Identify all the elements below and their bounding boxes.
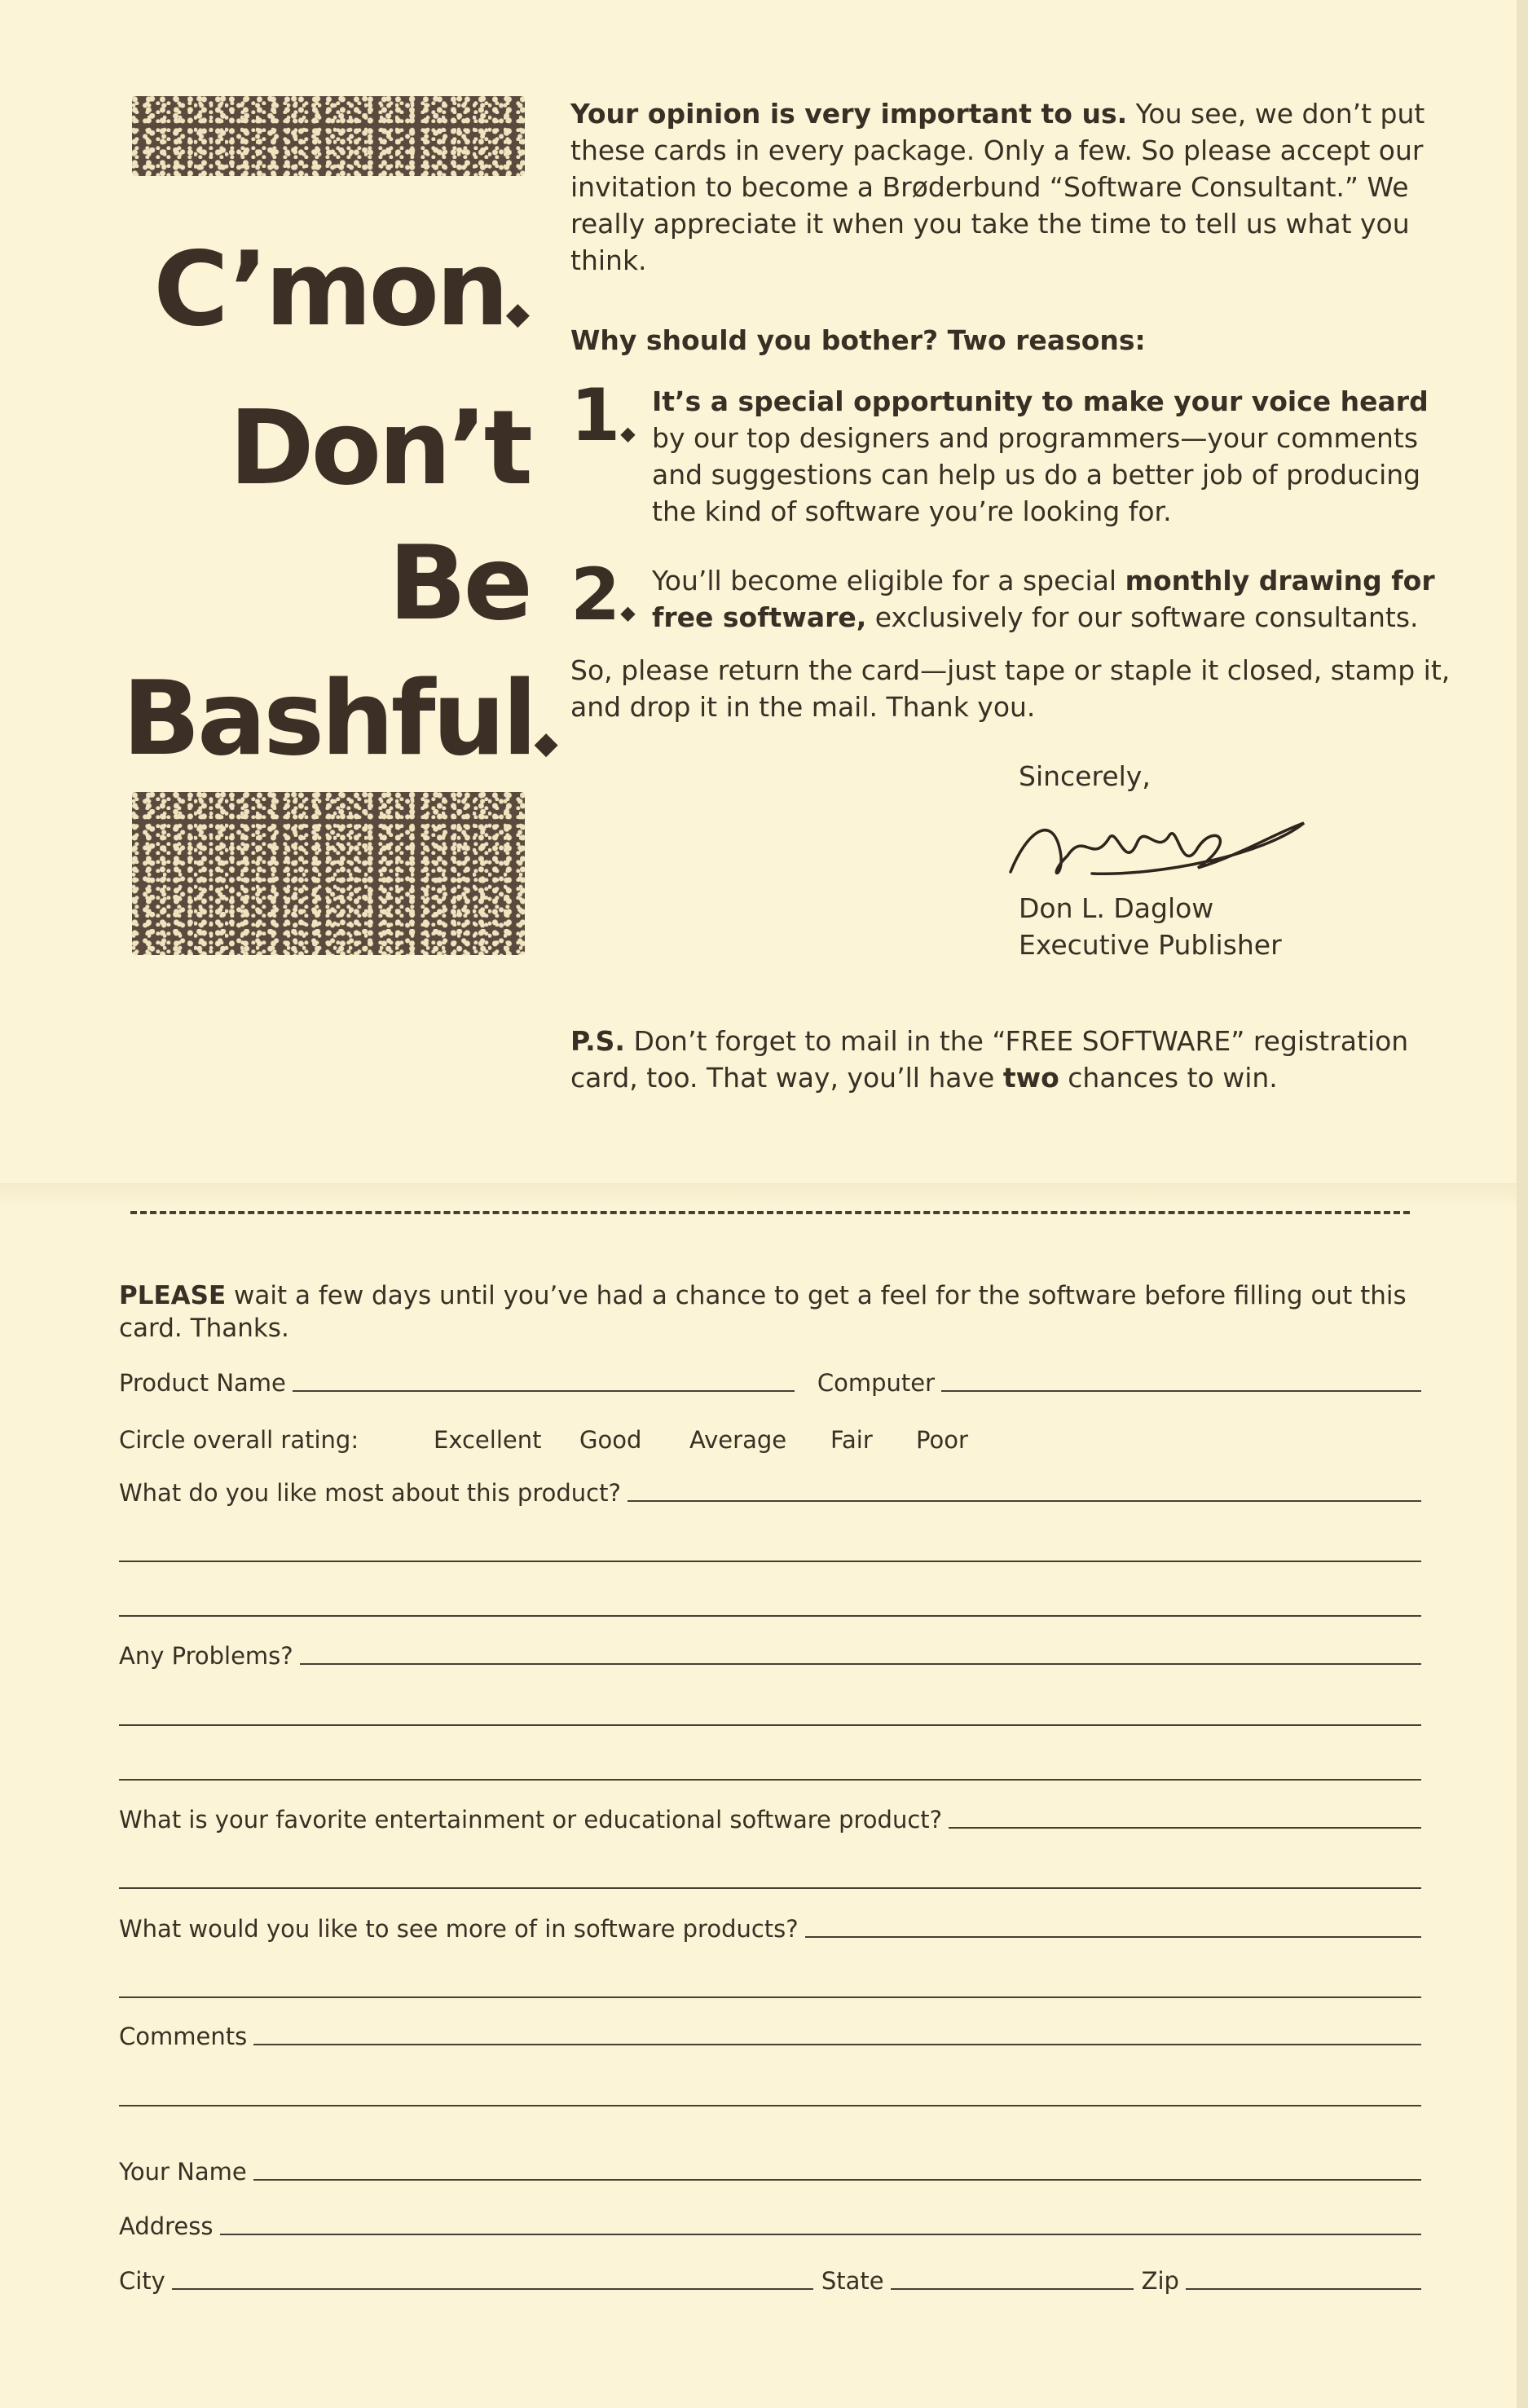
see-more-row	[119, 1915, 1421, 1943]
ps-text-1: Don’t forget to mail in the “FREE SOFTWARE” registration card, too. That way, you’ll have	[570, 1025, 1409, 1094]
headline-line-1: C’mon	[153, 229, 506, 349]
like-most-label: What do you like most about this product?	[119, 1479, 621, 1507]
fold-shadow	[0, 1183, 1517, 1208]
problems-row	[119, 1642, 1421, 1670]
city-label: City	[119, 2267, 165, 2295]
computer-field[interactable]	[941, 1389, 1421, 1392]
state-field[interactable]	[891, 2287, 1134, 2290]
reason-1-bold: It’s a special opportunity to make your voice heard	[652, 385, 1429, 417]
speckle-block-bottom	[132, 792, 525, 955]
comments-label: Comments	[119, 2023, 248, 2050]
product-name-label: Product Name	[119, 1369, 286, 1397]
signer-name: Don L. Daglow	[1019, 892, 1214, 924]
rating-option-fair[interactable]: Fair	[830, 1426, 873, 1454]
rating-label: Circle overall rating:	[119, 1426, 359, 1454]
address-field[interactable]	[220, 2233, 1422, 2235]
rating-option-poor[interactable]: Poor	[916, 1426, 968, 1454]
signature-image	[994, 799, 1312, 888]
city-field[interactable]	[172, 2287, 813, 2290]
ps-label: P.S.	[570, 1025, 625, 1057]
rating-option-good[interactable]: Good	[579, 1426, 642, 1454]
comments-line-2[interactable]	[119, 2105, 1421, 2106]
favorite-row	[119, 1806, 1421, 1834]
product-name-field[interactable]	[293, 1389, 795, 1392]
headline-line-2: Don’t	[229, 388, 530, 508]
closing-paragraph: So, please return the card—just tape or staple it closed, stamp it, and drop it in the mail. Thank you.	[570, 654, 1451, 723]
ps-text-2: chances to win.	[1059, 1062, 1278, 1094]
favorite-line-2[interactable]	[119, 1887, 1421, 1889]
headline-line-3: Be	[388, 523, 530, 644]
comments-row	[119, 2023, 1421, 2050]
rating-option-excellent[interactable]: Excellent	[434, 1426, 542, 1454]
why-heading: Why should you bother? Two reasons:	[570, 324, 1146, 356]
postscript	[570, 1023, 1459, 1096]
see-more-field[interactable]	[805, 1935, 1421, 1938]
computer-label: Computer	[817, 1369, 936, 1397]
reason-1-text: by our top designers and programmers—your comments and suggestions can help us do a better job of producing the kind of software you’re looking for.	[652, 422, 1421, 527]
problems-line-2[interactable]	[119, 1724, 1421, 1726]
address-row	[119, 2212, 1421, 2240]
rating-option-average[interactable]: Average	[689, 1426, 787, 1454]
product-row	[119, 1369, 1421, 1397]
see-more-label: What would you like to see more of in software products?	[119, 1915, 799, 1943]
sincerely: Sincerely,	[1019, 760, 1151, 792]
reason-2-number: 2	[570, 552, 621, 636]
like-most-row	[119, 1479, 1421, 1507]
headline: C’mon◆ Don’t Be Bashful◆	[122, 229, 558, 779]
like-most-line-2[interactable]	[119, 1561, 1421, 1562]
feedback-card: C’mon◆ Don’t Be Bashful◆ Your opinion is very important to us. You see, we don’t put these cards in every package. Only a few. So please accept our invitation to become a Brøderbund “Software Consultant.” We really appreciate it when you take the time to tell us what you think. Why should you bother? Two reasons: 1◆ It’s a special opportunity to make your voice heard by our top designers and programmers—your comments and suggestions can help us do a better job of producing the kind of software you’re looking for. 2◆ You’ll become eligible for a special monthly drawing for free software, exclusively for our software consultants. So, please return the card—just tape or staple it closed, stamp it, and drop it in the mail. Thank you. Sincerely, Don L. Daglow Executive Publisher P.S. Don’t forget to mail in the “FREE SOFTWARE” registration card, too. That way, you’ll have two chances to win. PLEASE wait a few days until you’ve had a chance to get a feel for the software before filling out this card. Thanks. Product Name Computer Circle overall rating: Excellent Good Average Fair Poor What do you like most about this product? Any Problems? What is your favorite entertainment or educational software product? What would you like to see more of in software products? Comments Your Name Address City State Zip	[0, 0, 1528, 2408]
signer-title: Executive Publisher	[1019, 929, 1282, 961]
city-row	[119, 2267, 1421, 2295]
reason-2-text-1: You’ll become eligible for a special	[652, 565, 1125, 596]
like-most-line-3[interactable]	[119, 1615, 1421, 1617]
state-label: State	[821, 2267, 884, 2295]
comments-field[interactable]	[253, 2043, 1421, 2045]
reason-2-text-2: exclusively for our software consultants.	[866, 601, 1419, 633]
please-text: wait a few days until you’ve had a chance to get a feel for the software before filling out this card. Thanks.	[119, 1281, 1407, 1343]
your-name-field[interactable]	[253, 2178, 1421, 2181]
please-note	[119, 1279, 1421, 1345]
headline-line-4: Bashful	[122, 658, 535, 779]
zip-label: Zip	[1141, 2267, 1179, 2295]
please-bold: PLEASE	[119, 1281, 227, 1310]
problems-label: Any Problems?	[119, 1642, 293, 1670]
intro-text: You see, we don’t put these cards in every package. Only a few. So please accept our invitation to become a Brøderbund “Software Consultant.” We really appreciate it when you take the time to tell us what you think.	[570, 98, 1425, 276]
signature-block	[1019, 758, 1282, 961]
favorite-field[interactable]	[949, 1826, 1421, 1829]
address-label: Address	[119, 2212, 214, 2240]
speckle-block-top	[132, 96, 525, 176]
ps-bold: two	[1002, 1062, 1059, 1094]
problems-field[interactable]	[300, 1662, 1421, 1665]
rating-row	[119, 1426, 968, 1454]
reason-2-bold: monthly drawing for free software,	[652, 565, 1435, 633]
name-row	[119, 2158, 1421, 2186]
problems-line-3[interactable]	[119, 1779, 1421, 1781]
zip-field[interactable]	[1186, 2287, 1421, 2290]
your-name-label: Your Name	[119, 2158, 247, 2186]
intro-paragraph	[570, 95, 1459, 279]
tear-line	[130, 1211, 1410, 1214]
see-more-line-2[interactable]	[119, 1996, 1421, 1998]
intro-bold: Your opinion is very important to us.	[570, 98, 1128, 130]
like-most-field[interactable]	[627, 1499, 1421, 1502]
reason-1-number: 1	[570, 373, 621, 457]
favorite-label: What is your favorite entertainment or educational software product?	[119, 1806, 943, 1834]
